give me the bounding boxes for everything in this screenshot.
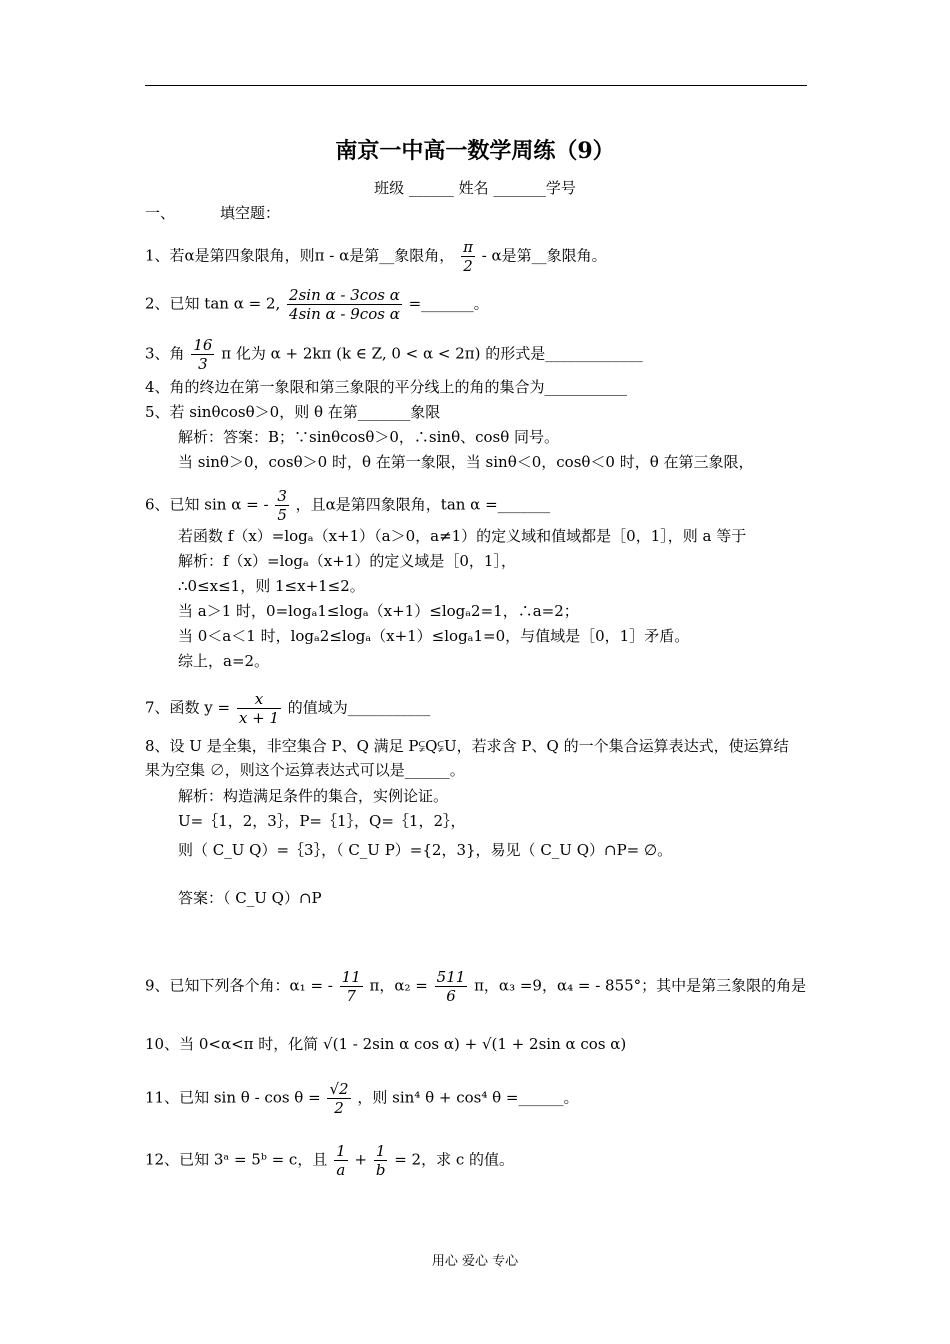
q6-text-a: 6、已知 sin α = - bbox=[145, 495, 269, 514]
question-8-line-1: 8、设 U 是全集，非空集合 P、Q 满足 P⫋Q⫋U，若求含 P、Q 的一个集合运算表达式，使运算结 bbox=[145, 737, 789, 755]
q12-den-2: b bbox=[375, 1161, 386, 1179]
q5-solution-1: 解析：答案：B；∵sinθcosθ＞0，∴sinθ、cosθ 同号。 bbox=[178, 428, 560, 446]
question-7 bbox=[145, 690, 430, 727]
q1-text-b: - α是第__象限角。 bbox=[481, 246, 607, 265]
q3-den: 3 bbox=[198, 355, 208, 373]
q9-den-1: 7 bbox=[346, 987, 356, 1005]
q2-text-a: 2、已知 tan α = 2, bbox=[145, 294, 281, 313]
q3-num: 16 bbox=[193, 336, 213, 354]
q7-num: x bbox=[237, 690, 281, 709]
q1-num: π bbox=[463, 238, 473, 256]
question-1 bbox=[145, 238, 607, 275]
q8-solution-1: 解析：构造满足条件的集合，实例论证。 bbox=[178, 787, 449, 805]
question-10: 10、当 0<α<π 时，化简 √(1 - 2sin α cos α) + √(1 + 2sin α cos α) bbox=[145, 1035, 627, 1053]
student-info-line: 班级 ______ 姓名 _______学号 bbox=[374, 179, 576, 197]
q6-den: 5 bbox=[277, 506, 287, 524]
q7-fraction bbox=[237, 690, 281, 727]
q6-line-4: 当 a＞1 时，0=logₐ1≤logₐ（x+1）≤logₐ2=1，∴a=2； bbox=[178, 602, 579, 620]
q11-text-b: ，则 sin⁴ θ + cos⁴ θ =______。 bbox=[357, 1088, 579, 1107]
question-6 bbox=[145, 487, 550, 524]
q2-num: 2sin α - 3cos α bbox=[289, 286, 400, 304]
q12-text-b: = 2，求 c 的值。 bbox=[394, 1150, 515, 1169]
q5-solution-2: 当 sinθ＞0，cosθ＞0 时，θ 在第一象限，当 sinθ＜0，cosθ＜0 时，θ 在第三象限， bbox=[178, 453, 754, 471]
question-8-line-2: 果为空集 ∅，则这个运算表达式可以是______。 bbox=[145, 761, 465, 779]
q6-line-2: 解析：f（x）=logₐ（x+1）的定义域是［0，1］， bbox=[178, 552, 516, 570]
question-9 bbox=[145, 968, 806, 1005]
q8-solution-3: 则（ C_U Q）=｛3｝，（ C_U P）={2，3}，易见（ C_U Q）∩P= ∅。 bbox=[178, 841, 673, 859]
q12-num-1: 1 bbox=[336, 1142, 346, 1160]
question-12 bbox=[145, 1142, 514, 1179]
q3-text-b: π 化为 α + 2kπ (k ∈ Z, 0 < α < 2π) 的形式是_____________ bbox=[221, 344, 643, 363]
q12-den-1: a bbox=[336, 1161, 346, 1179]
question-2 bbox=[145, 286, 489, 323]
q12-fraction-2 bbox=[374, 1142, 388, 1179]
q12-fraction-1 bbox=[334, 1142, 348, 1179]
q1-fraction bbox=[461, 238, 475, 275]
q7-text-b: 的值域为___________ bbox=[287, 698, 431, 717]
q1-den: 2 bbox=[463, 257, 473, 275]
q6-num: 3 bbox=[277, 487, 287, 505]
page-footer: 用心 爱心 专心 bbox=[431, 1254, 519, 1269]
q3-text-a: 3、角 bbox=[145, 344, 185, 363]
q11-den: 2 bbox=[334, 1099, 344, 1117]
question-3 bbox=[145, 336, 643, 373]
q12-text-a: 12、已知 3ᵃ = 5ᵇ = c，且 bbox=[145, 1150, 328, 1169]
q2-den: 4sin α - 9cos α bbox=[289, 305, 400, 323]
q8-solution-2: U=｛1，2，3｝，P=｛1｝，Q=｛1，2｝， bbox=[178, 812, 466, 830]
q6-text-b: ，且α是第四象限角，tan α =_______ bbox=[295, 495, 551, 514]
question-11 bbox=[145, 1080, 578, 1117]
q8-answer: 答案：（ C_U Q）∩P bbox=[178, 889, 322, 907]
section-heading bbox=[145, 203, 280, 223]
q6-line-1: 若函数 f（x）=logₐ（x+1）（a＞0，a≠1）的定义域和值域都是［0，1］，则 a 等于 bbox=[178, 527, 747, 545]
q11-num: √2 bbox=[329, 1080, 349, 1098]
q11-text-a: 11、已知 sin θ - cos θ = bbox=[145, 1088, 321, 1107]
question-4: 4、角的终边在第一象限和第三象限的平分线上的角的集合为___________ bbox=[145, 378, 628, 396]
q7-den: x + 1 bbox=[238, 709, 280, 727]
q9-text-b: π，α₂ = bbox=[369, 976, 428, 995]
q6-fraction bbox=[275, 487, 289, 524]
page-title: 南京一中高一数学周练（9） bbox=[335, 138, 615, 164]
section-number: 一、 bbox=[145, 204, 176, 222]
header-rule bbox=[145, 85, 807, 86]
q6-line-3: ∴0≤x≤1，则 1≤x+1≤2。 bbox=[178, 577, 365, 595]
q9-fraction-1 bbox=[340, 968, 363, 1005]
q3-fraction bbox=[191, 336, 214, 373]
q9-text-a: 9、已知下列各个角：α₁ = - bbox=[145, 976, 333, 995]
q9-den-2: 6 bbox=[446, 987, 456, 1005]
q12-plus: + bbox=[354, 1150, 368, 1169]
q9-fraction-2 bbox=[435, 968, 468, 1005]
q12-num-2: 1 bbox=[374, 1142, 388, 1161]
q7-text-a: 7、函数 y = bbox=[145, 698, 231, 717]
q1-text-a: 1、若α是第四象限角，则π - α是第__象限角， bbox=[145, 246, 455, 265]
q11-fraction bbox=[327, 1080, 350, 1117]
q6-line-6: 综上，a=2。 bbox=[178, 652, 270, 670]
section-label: 填空题： bbox=[220, 204, 281, 222]
q6-line-5: 当 0＜a＜1 时，logₐ2≤logₐ（x+1）≤logₐ1=0，与值域是［0，1］矛盾。 bbox=[178, 627, 690, 645]
q9-num-2: 511 bbox=[436, 968, 466, 986]
q2-fraction bbox=[287, 286, 402, 323]
question-5: 5、若 sinθcosθ＞0，则 θ 在第_______象限 bbox=[145, 403, 441, 421]
q9-text-c: π，α₃ =9，α₄ = - 855°；其中是第三象限的角是 bbox=[474, 976, 807, 995]
q2-text-b: =_______。 bbox=[408, 294, 489, 313]
q9-num-1: 11 bbox=[341, 968, 361, 986]
